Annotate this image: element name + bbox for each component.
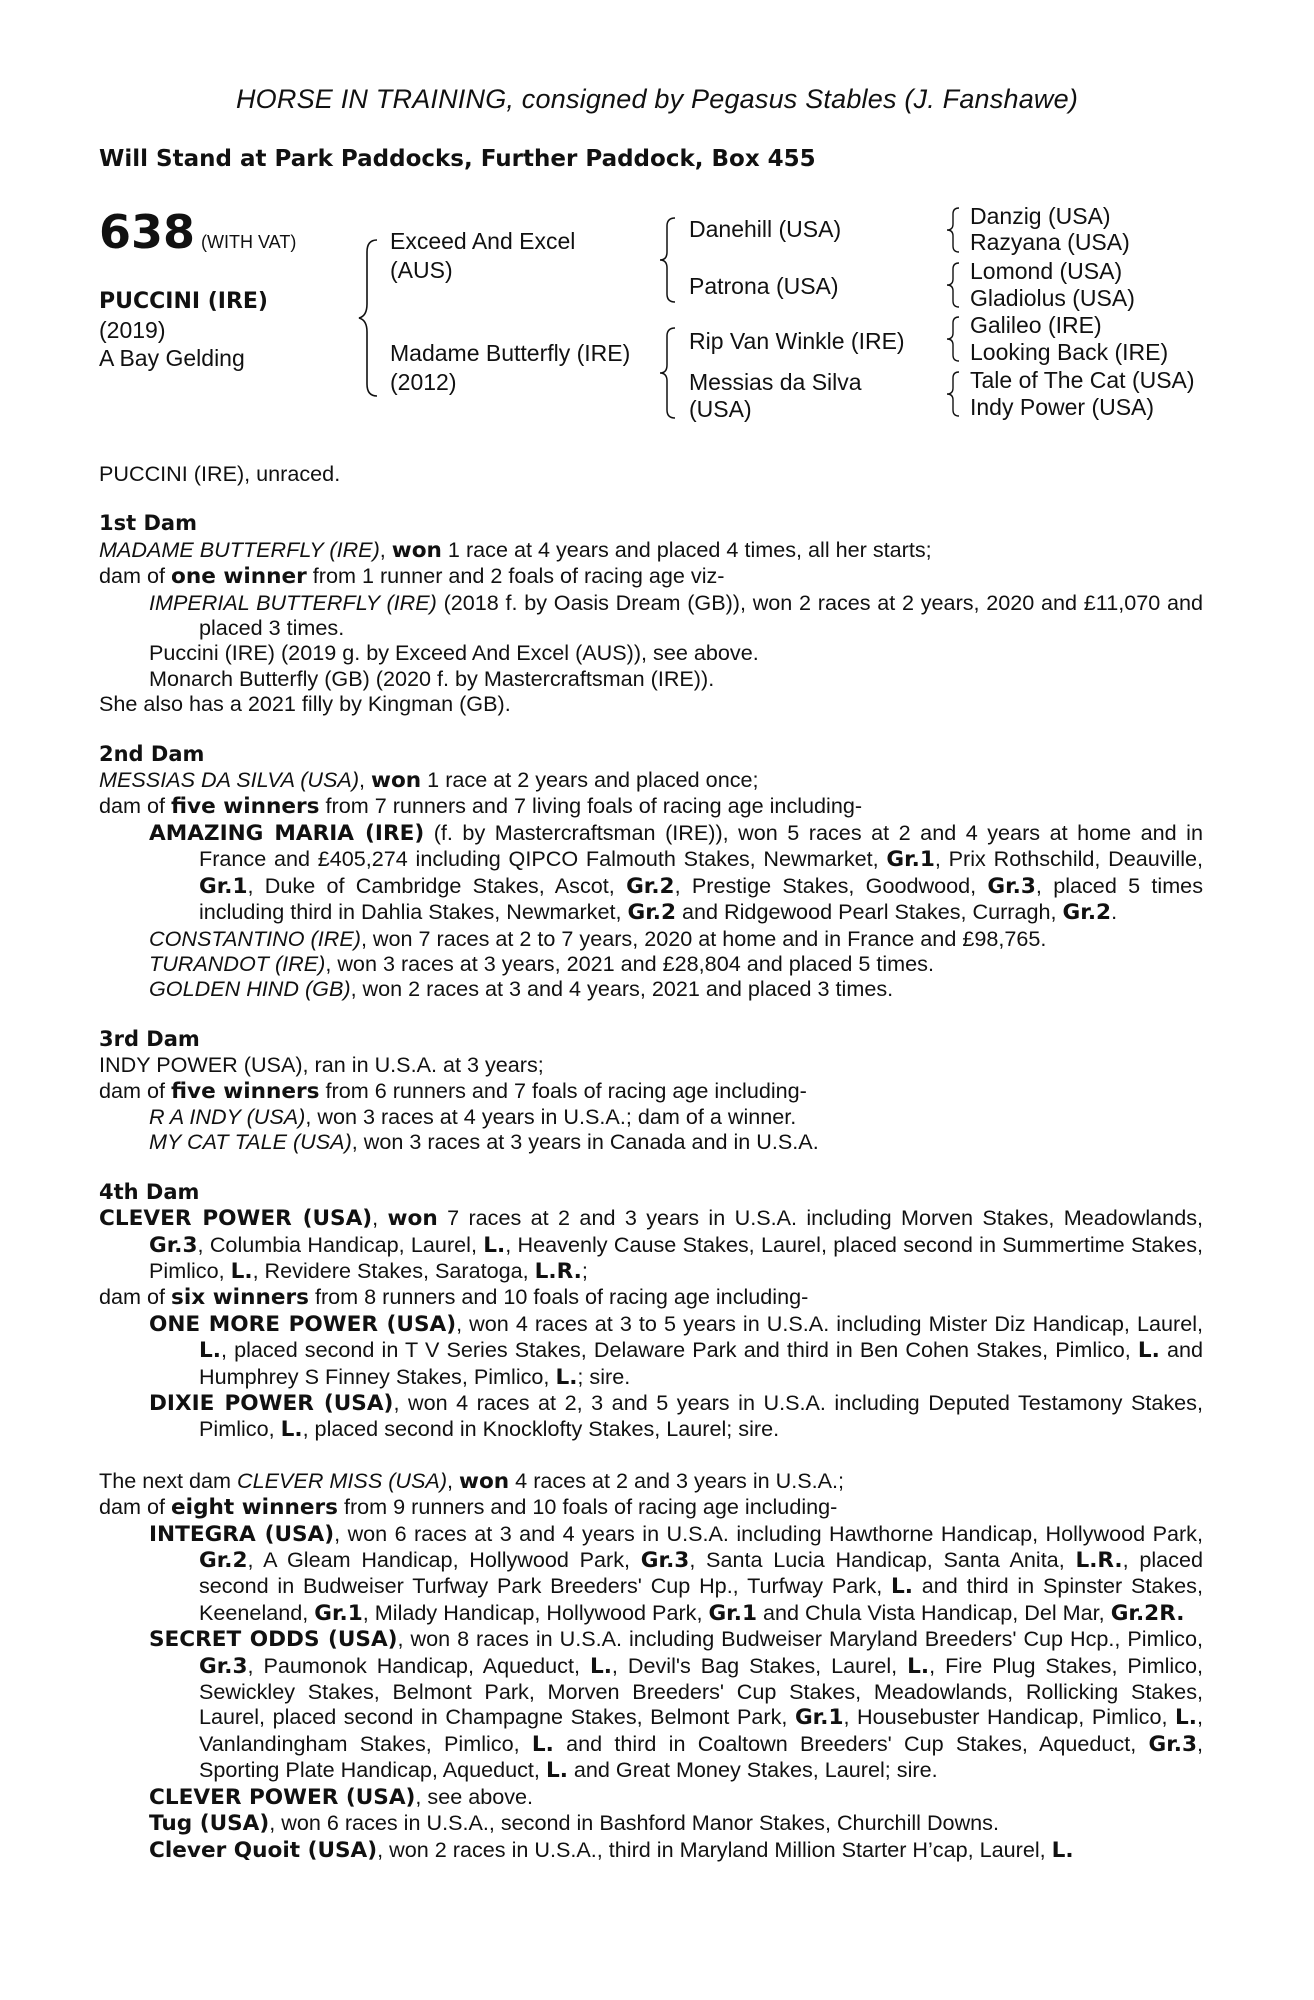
pedigree-brace-g2 (944, 261, 964, 309)
pedigree-dam-sire: Rip Van Winkle (IRE) (689, 328, 905, 354)
horse-block (99, 288, 268, 372)
dam1-footer: She also has a 2021 filly by Kingman (GB). (99, 691, 511, 717)
dam1-line2: dam of one winner from 1 runner and 2 foals of racing age viz- (99, 563, 725, 590)
pedigree-dam-dam: Messias da Silva (689, 369, 862, 395)
progeny-entry: CLEVER POWER (USA), see above. (149, 1783, 534, 1810)
dam4-line1: CLEVER POWER (USA), won 7 races at 2 and 3 years in U.S.A. including Morven Stakes, Meadowlands, Gr.3, Columbia Handicap, Laurel, L., Heavenly Cause Stakes, Laurel, placed second in Summertime Stakes, Pimlico, L., Revidere Stakes, Saratoga, L.R.; (99, 1205, 1203, 1284)
progeny-entry: AMAZING MARIA (IRE) (f. by Mastercraftsman (IRE)), won 5 races at 2 and 4 years at home and in France and £405,274 including QIPCO Falmouth Stakes, Newmarket, Gr.1, Prix Rothschild, Deauville, Gr.1, Duke of Cambridge Stakes, Ascot, Gr.2, Prestige Stakes, Goodwood, Gr.3, placed 5 times including third in Dahlia Stakes, Newmarket, Gr.2 and Ridgewood Pearl Stakes, Curragh, Gr.2. (149, 819, 1203, 926)
progeny-entry: ONE MORE POWER (USA), won 4 races at 3 to 5 years in U.S.A. including Mister Diz Handicap, Laurel, L., placed second in T V Series Stakes, Delaware Park and third in Ben Cohen Stakes, Pimlico, L. and Humphrey S Finney Stakes, Pimlico, L.; sire. (149, 1310, 1203, 1390)
pedigree-brace-dam (657, 326, 681, 420)
page-title: HORSE IN TRAINING, consigned by Pegasus Stables (J. Fanshawe) (235, 84, 1079, 114)
dam3-line1: INDY POWER (USA), ran in U.S.A. at 3 years; (99, 1052, 544, 1078)
horse-description: A Bay Gelding (99, 345, 245, 371)
lot-block (99, 205, 296, 259)
dam3-heading: 3rd Dam (99, 1026, 200, 1051)
dam-name: MADAME BUTTERFLY (IRE) (99, 536, 380, 562)
pedigree-sire: Exceed And Excel (390, 228, 576, 254)
progeny-entry: SECRET ODDS (USA), won 8 races in U.S.A. including Budweiser Maryland Breeders' Cup Hcp., Pimlico, Gr.3, Paumonok Handicap, Aqueduct, L., Devil's Bag Stakes, Laurel, L., Fire Plug Stakes, Pimlico, Sewickley Stakes, Belmont Park, Morven Breeders' Cup Stakes, Meadowlands, Rollicking Stakes, Laurel, placed second in Champagne Stakes, Belmont Park, Gr.1, Housebuster Handicap, Pimlico, L., Vanlandingham Stakes, Pimlico, L. and third in Coaltown Breeders' Cup Stakes, Aqueduct, Gr.3, Sporting Plate Handicap, Aqueduct, L. and Great Money Stakes, Laurel; sire. (149, 1626, 1203, 1784)
pedigree-brace-g4 (944, 370, 964, 418)
pedigree-dam-dam-country: (USA) (689, 396, 752, 422)
pedigree-sire-sire: Danehill (USA) (689, 216, 842, 242)
pedigree-dam: Madame Butterfly (IRE) (390, 340, 631, 366)
pedigree-brace-g1 (944, 206, 964, 254)
progeny-entry: Puccini (IRE) (2019 g. by Exceed And Excel (AUS)), see above. (149, 640, 759, 666)
progeny-entry: Tug (USA), won 6 races in U.S.A., second in Bashford Manor Stakes, Churchill Downs. (149, 1810, 999, 1837)
pedigree-ggp: Lomond (USA) (970, 258, 1123, 284)
horse-name: PUCCINI (IRE) (99, 289, 268, 314)
pedigree-brace-main (355, 238, 385, 398)
dam3-line2: dam of five winners from 6 runners and 7 foals of racing age including- (99, 1077, 807, 1104)
progeny-entry: IMPERIAL BUTTERFLY (IRE) (2018 f. by Oasis Dream (GB)), won 2 races at 2 years, 2020 and £11,070 and placed 3 times. (149, 589, 1203, 641)
won-label: won (391, 537, 442, 563)
pedigree-sire-dam: Patrona (USA) (689, 273, 839, 299)
pedigree-ggp: Danzig (USA) (970, 203, 1111, 229)
progeny-entry: Clever Quoit (USA), won 2 races in U.S.A., third in Maryland Million Starter H’cap, Laurel, L. (149, 1836, 1074, 1863)
dam2-line1: MESSIAS DA SILVA (USA), won 1 race at 2 years and placed once; (99, 767, 759, 794)
progeny-entry: TURANDOT (IRE), won 3 races at 3 years, 2021 and £28,804 and placed 5 times. (149, 950, 934, 976)
catalogue-body (99, 461, 1203, 1863)
dam1-heading: 1st Dam (99, 511, 197, 536)
pedigree-ggp: Gladiolus (USA) (970, 285, 1135, 311)
intro-line: PUCCINI (IRE), unraced. (99, 461, 341, 486)
progeny-entry: Monarch Butterfly (GB) (2020 f. by Mastercraftsman (IRE)). (149, 665, 715, 691)
dam1-line1: MADAME BUTTERFLY (IRE), won 1 race at 4 years and placed 4 times, all her starts; (99, 536, 932, 563)
dam4-line2: dam of six winners from 8 runners and 10 foals of racing age including- (99, 1284, 809, 1311)
pedigree-dam-year: (2012) (390, 369, 457, 395)
pedigree-brace-g3 (944, 315, 964, 363)
nextdam-line1: The next dam CLEVER MISS (USA), won 4 races at 2 and 3 years in U.S.A.; (99, 1467, 845, 1494)
dam2-heading: 2nd Dam (99, 741, 205, 766)
progeny-entry: GOLDEN HIND (GB), won 2 races at 3 and 4 years, 2021 and placed 3 times. (149, 976, 894, 1002)
pedigree-ggp: Indy Power (USA) (970, 394, 1155, 420)
dam2-line2: dam of five winners from 7 runners and 7 living foals of racing age including- (99, 793, 863, 820)
progeny-entry: DIXIE POWER (USA), won 4 races at 2, 3 and 5 years in U.S.A. including Deputed Testamony Stakes, Pimlico, L., placed second in Knocklofty Stakes, Laurel; sire. (149, 1390, 1203, 1443)
stand-location: Will Stand at Park Paddocks, Further Paddock, Box 455 (99, 146, 816, 172)
progeny-entry: MY CAT TALE (USA), won 3 races at 3 years in Canada and in U.S.A. (149, 1129, 819, 1155)
pedigree-sire-country: (AUS) (390, 257, 453, 283)
pedigree-brace-sire (657, 216, 681, 304)
lot-number: 638 (99, 205, 196, 259)
pedigree-ggp: Tale of The Cat (USA) (970, 367, 1195, 393)
progeny-entry: INTEGRA (USA), won 6 races at 3 and 4 years in U.S.A. including Hawthorne Handicap, Hollywood Park, Gr.2, A Gleam Handicap, Hollywood Park, Gr.3, Santa Lucia Handicap, Santa Anita, L.R., placed second in Budweiser Turfway Park Breeders' Cup Hp., Turfway Park, L. and third in Spinster Stakes, Keeneland, Gr.1, Milady Handicap, Hollywood Park, Gr.1 and Chula Vista Handicap, Del Mar, Gr.2R. (149, 1520, 1203, 1626)
pedigree-ggp: Razyana (USA) (970, 229, 1130, 255)
lot-vat: (WITH VAT) (201, 232, 297, 252)
dam4-heading: 4th Dam (99, 1179, 200, 1204)
horse-year: (2019) (99, 317, 166, 343)
pedigree-ggp: Galileo (IRE) (970, 312, 1102, 338)
pedigree-ggp: Looking Back (IRE) (970, 339, 1169, 365)
progeny-entry: R A INDY (USA), won 3 races at 4 years in U.S.A.; dam of a winner. (149, 1103, 797, 1129)
nextdam-line2: dam of eight winners from 9 runners and 10 foals of racing age including- (99, 1494, 838, 1521)
progeny-entry: CONSTANTINO (IRE), won 7 races at 2 to 7 years, 2020 at home and in France and £98,765. (149, 925, 1047, 951)
